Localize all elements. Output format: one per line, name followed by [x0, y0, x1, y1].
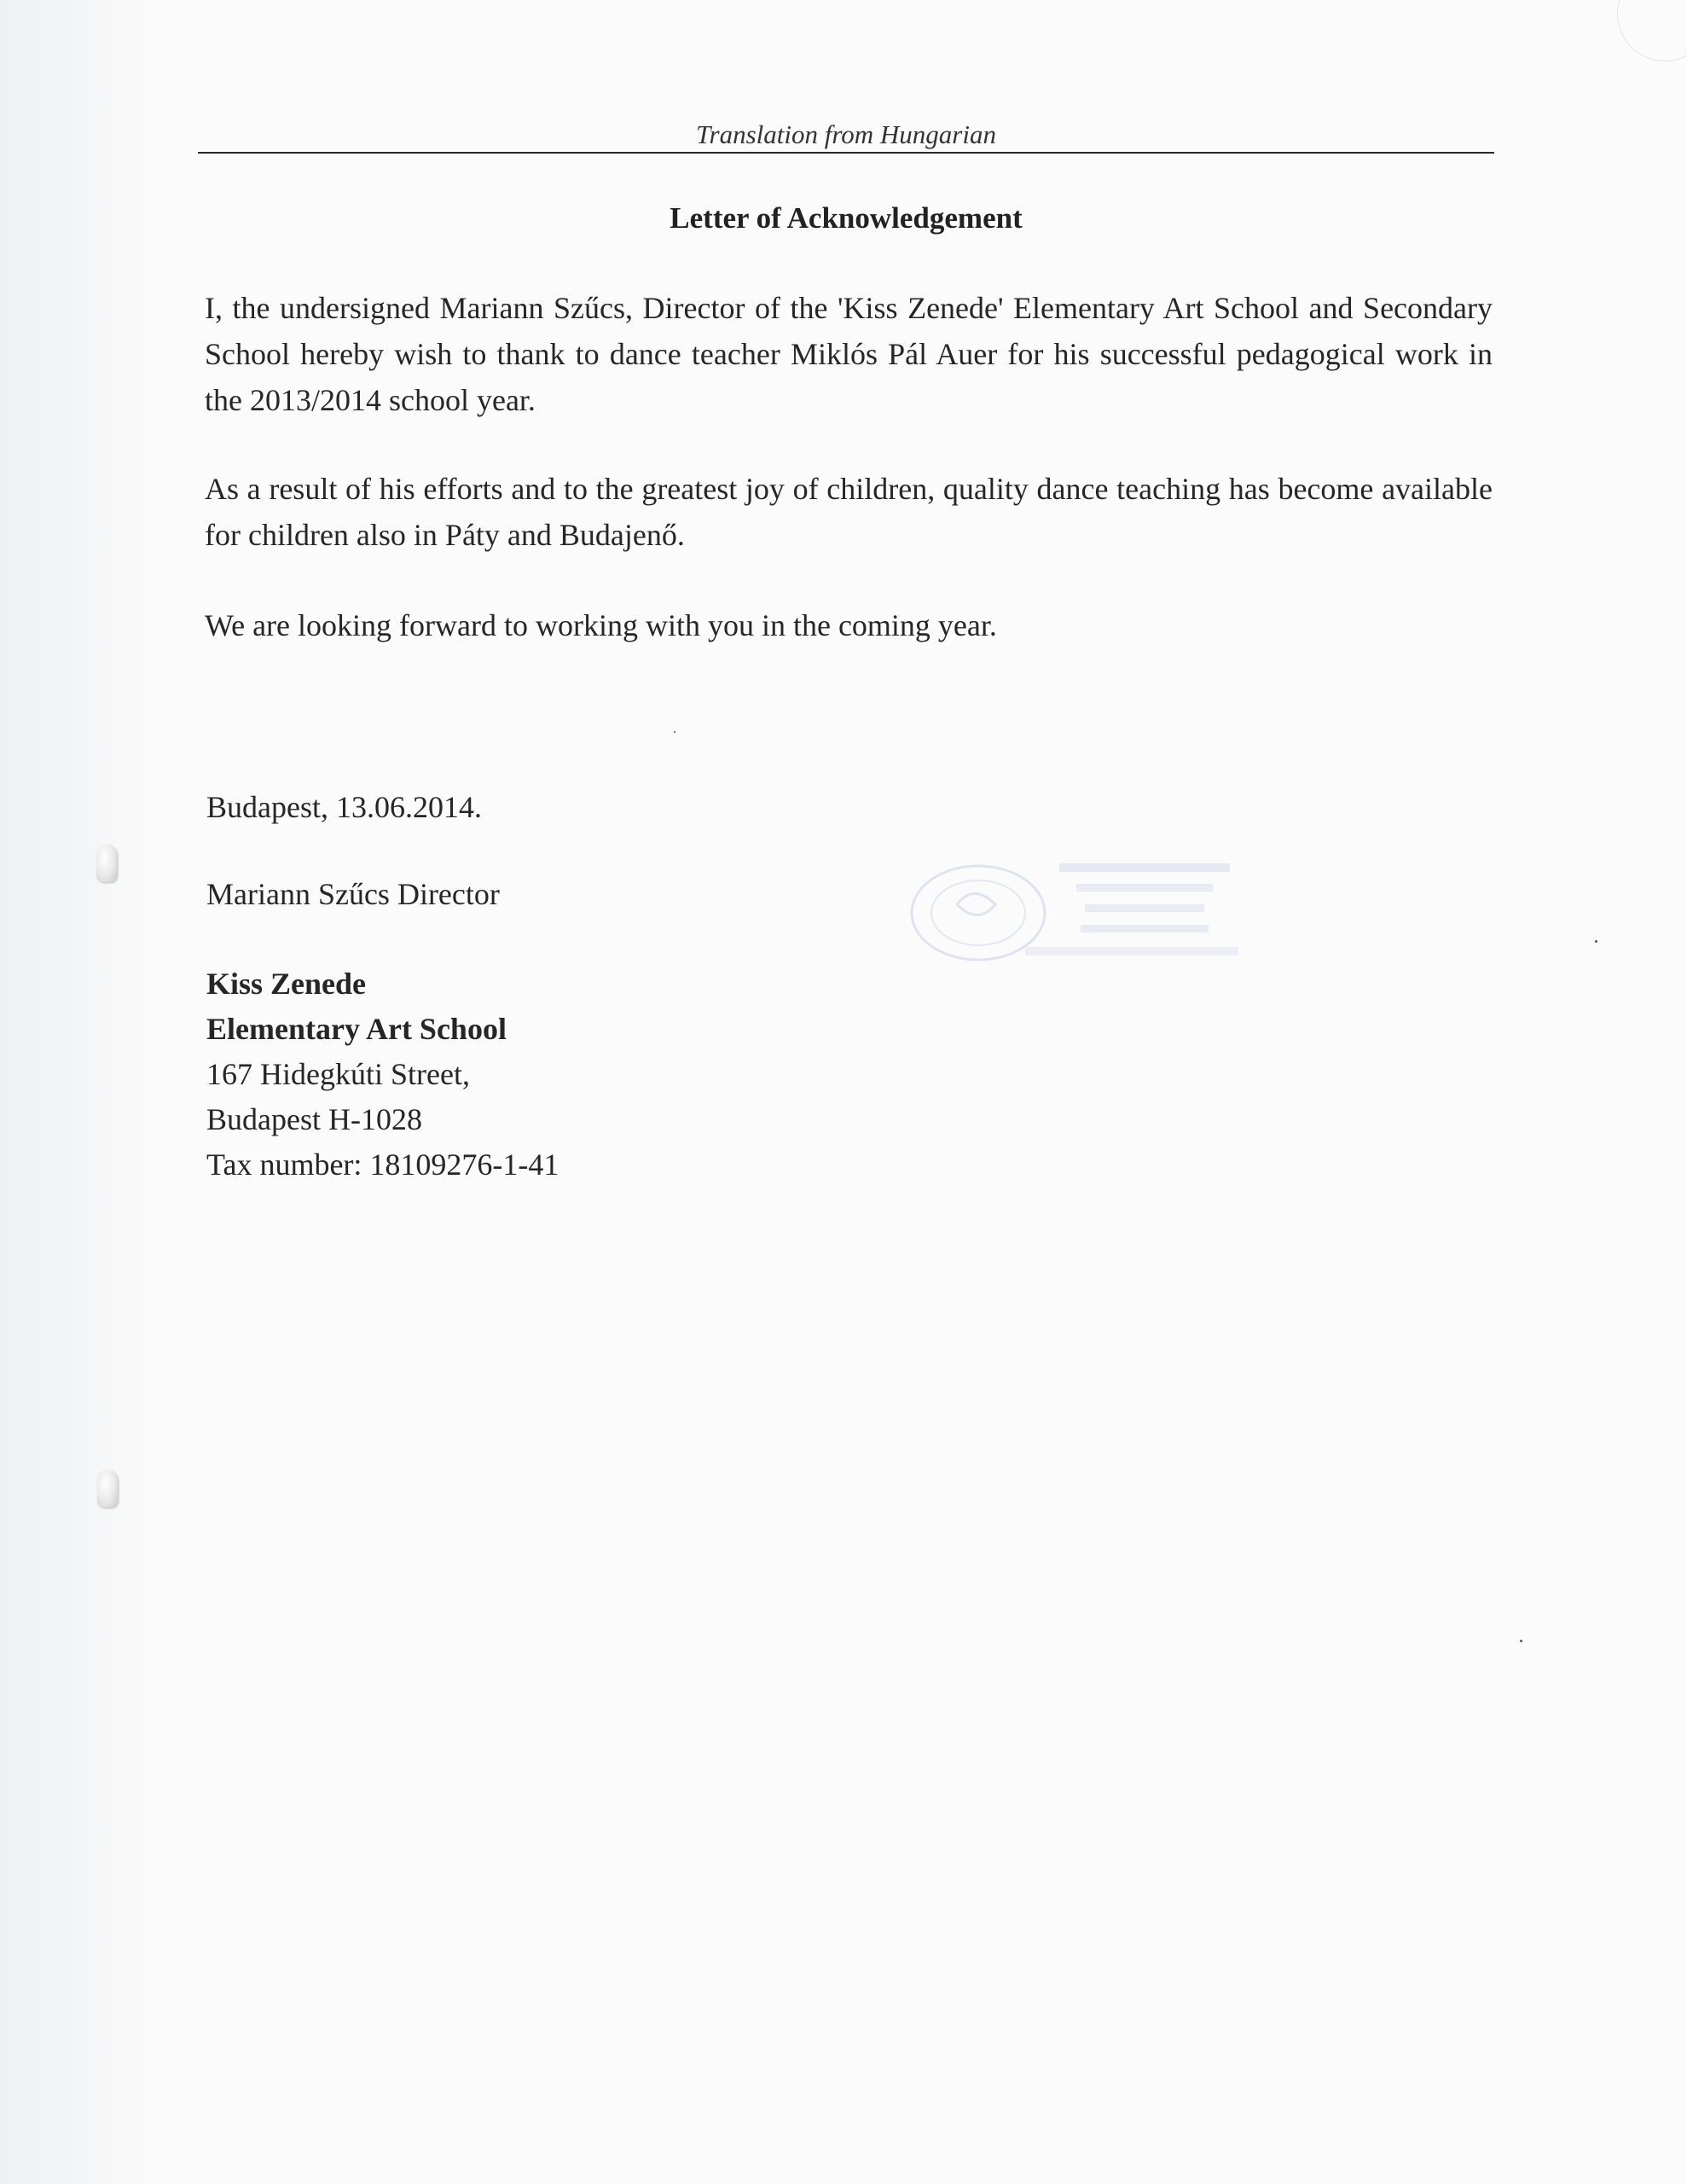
scan-speck [1595, 940, 1597, 943]
scan-speck [674, 731, 675, 733]
punch-hole-mark [96, 845, 117, 882]
punch-hole-mark [97, 1470, 118, 1507]
scan-edge-shading [0, 0, 179, 2184]
scan-speck [1520, 1640, 1522, 1642]
tax-number: Tax number: 18109276-1-41 [206, 1147, 559, 1182]
place-date: Budapest, 13.06.2014. [206, 790, 482, 824]
translation-note: Translation from Hungarian [696, 119, 996, 149]
corner-scan-mark [1617, 0, 1687, 61]
paragraph-acknowledgement: I, the undersigned Mariann Szűcs, Director of the 'Kiss Zenede' Elementary Art School and Secondary School hereby wish to thank to dance teacher Miklós Pál Auer for his successful pedagogical work in the 2013/2014 school year. [205, 291, 1493, 417]
document-title: Letter of Acknowledgement [670, 201, 1023, 235]
paragraph-results: As a result of his efforts and to the greatest joy of children, quality dance teaching has become available for children also in Páty and Budajenő. [205, 472, 1493, 552]
address-city: Budapest H-1028 [206, 1102, 422, 1136]
paragraph-closing: We are looking forward to working with you in the coming year. [205, 608, 997, 642]
organization-subtitle: Elementary Art School [206, 1012, 507, 1046]
organization-name: Kiss Zenede [206, 967, 367, 1001]
header-divider [198, 152, 1494, 154]
address-street: 167 Hidegkúti Street, [206, 1057, 470, 1091]
signatory: Mariann Szűcs Director [206, 877, 500, 911]
stamp-impression-icon [897, 853, 1255, 973]
